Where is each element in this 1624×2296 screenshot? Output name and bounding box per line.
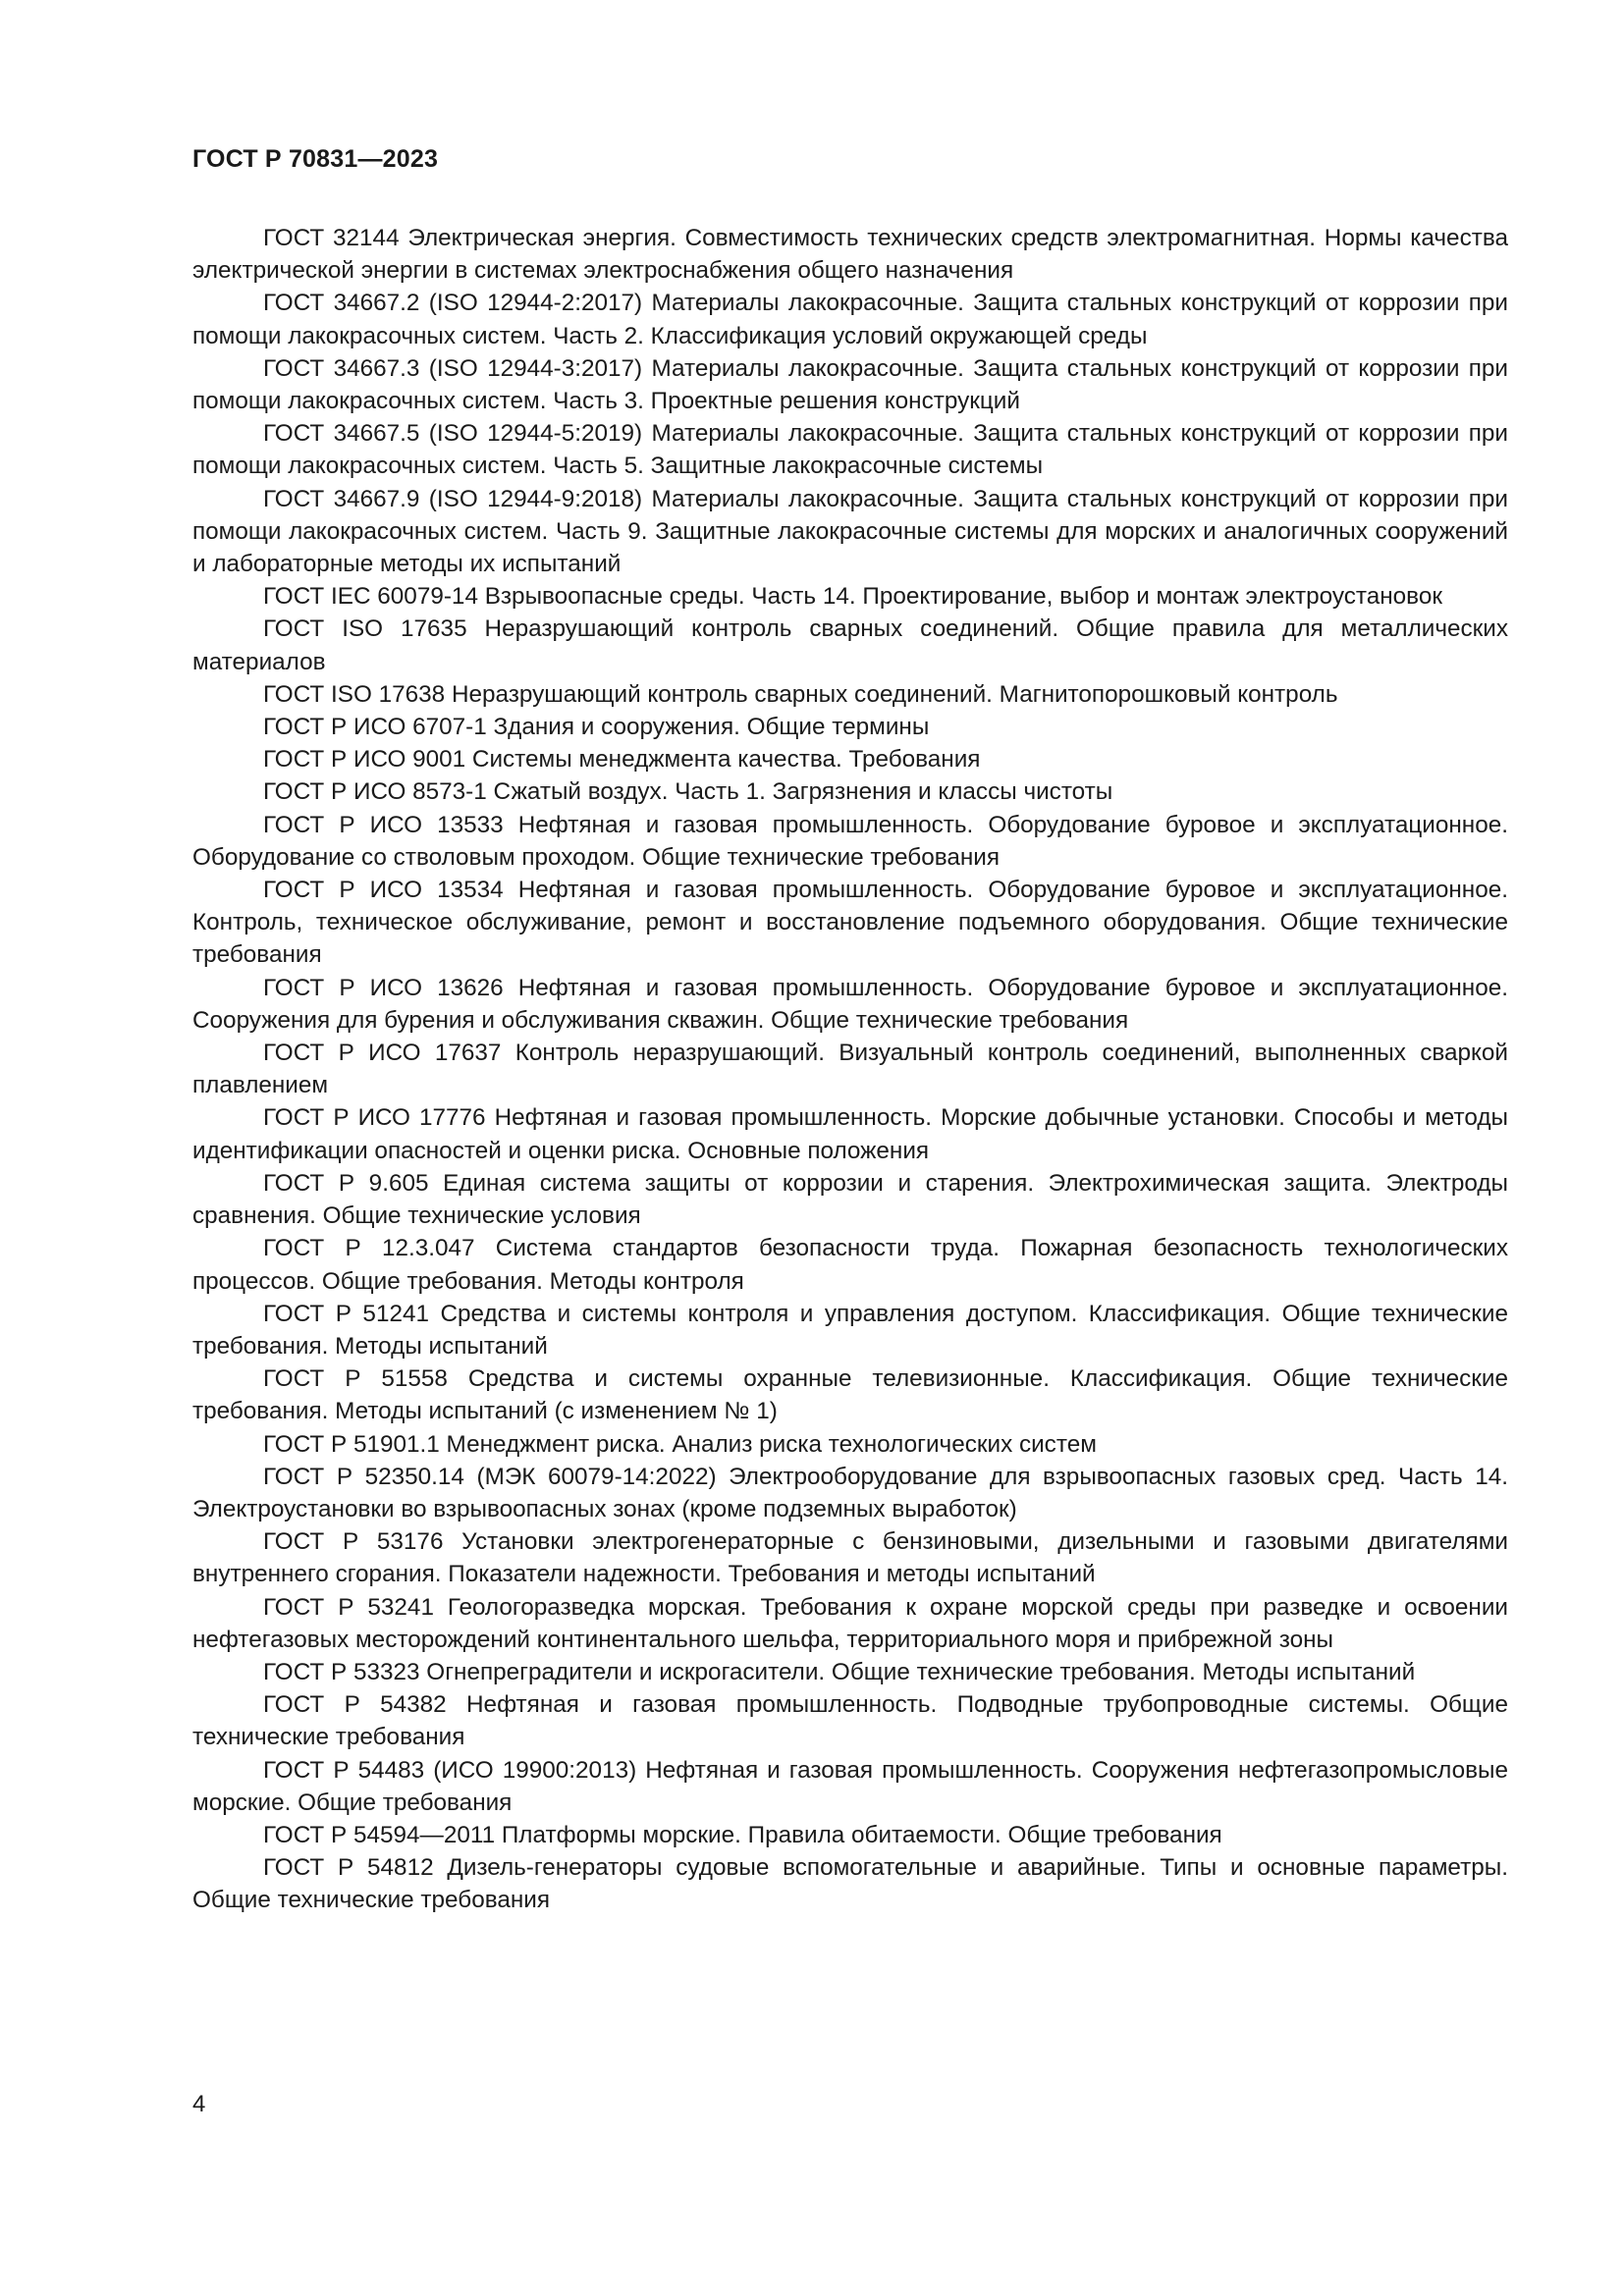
reference-item: ГОСТ Р 54382 Нефтяная и газовая промышленность. Подводные трубопроводные системы. Общие технические требования <box>192 1691 1508 1751</box>
reference-item: ГОСТ 34667.5 (ISO 12944-5:2019) Материалы лакокрасочные. Защита стальных конструкций от коррозии при помощи лакокрасочных систем. Часть 5. Защитные лакокрасочные системы <box>192 420 1508 480</box>
normative-references-list <box>192 222 1508 1917</box>
reference-item: ГОСТ Р 51241 Средства и системы контроля и управления доступом. Классификация. Общие технические требования. Методы испытаний <box>192 1300 1508 1360</box>
reference-item: ГОСТ Р 12.3.047 Система стандартов безопасности труда. Пожарная безопасность технологических процессов. Общие требования. Методы контроля <box>192 1235 1508 1295</box>
reference-item: ГОСТ 32144 Электрическая энергия. Совместимость технических средств электромагнитная. Нормы качества электрической энергии в системах электроснабжения общего назначения <box>192 225 1508 285</box>
reference-item: ГОСТ Р 9.605 Единая система защиты от коррозии и старения. Электрохимическая защита. Электроды сравнения. Общие технические условия <box>192 1169 1508 1230</box>
reference-item: ГОСТ Р 51558 Средства и системы охранные телевизионные. Классификация. Общие технические требования. Методы испытаний (с изменением № 1) <box>192 1365 1508 1425</box>
reference-item: ГОСТ Р 53241 Геологоразведка морская. Требования к охране морской среды при разведке и освоении нефтегазовых месторождений континентального шельфа, территориального моря и прибрежной зоны <box>192 1593 1508 1653</box>
reference-item: ГОСТ Р ИСО 13533 Нефтяная и газовая промышленность. Оборудование буровое и эксплуатационное. Оборудование со стволовым проходом. Общие технические требования <box>192 811 1508 871</box>
reference-item: ГОСТ Р ИСО 13534 Нефтяная и газовая промышленность. Оборудование буровое и эксплуатационное. Контроль, техническое обслуживание, ремонт и восстановление подъемного оборудования. Общие технические требования <box>192 877 1508 969</box>
reference-item: ГОСТ ISO 17635 Неразрушающий контроль сварных соединений. Общие правила для металлических материалов <box>192 615 1508 675</box>
reference-item: ГОСТ 34667.3 (ISO 12944-3:2017) Материалы лакокрасочные. Защита стальных конструкций от коррозии при помощи лакокрасочных систем. Часть 3. Проектные решения конструкций <box>192 354 1508 415</box>
reference-item: ГОСТ Р ИСО 8573-1 Сжатый воздух. Часть 1. Загрязнения и классы чистоты <box>263 778 1113 806</box>
reference-item: ГОСТ Р ИСО 17637 Контроль неразрушающий. Визуальный контроль соединений, выполненных сваркой плавлением <box>192 1040 1508 1099</box>
reference-item: ГОСТ Р ИСО 6707-1 Здания и сооружения. Общие термины <box>263 714 930 741</box>
reference-item: ГОСТ IEC 60079-14 Взрывоопасные среды. Часть 14. Проектирование, выбор и монтаж электроустановок <box>263 583 1442 611</box>
reference-item: ГОСТ Р 54812 Дизель-генераторы судовые вспомогательные и аварийные. Типы и основные параметры. Общие технические требования <box>192 1854 1508 1914</box>
reference-item: ГОСТ Р ИСО 13626 Нефтяная и газовая промышленность. Оборудование буровое и эксплуатационное. Сооружения для бурения и обслуживания скважин. Общие технические требования <box>192 974 1508 1034</box>
reference-item: ГОСТ 34667.9 (ISO 12944-9:2018) Материалы лакокрасочные. Защита стальных конструкций от коррозии при помощи лакокрасочных систем. Часть 9. Защитные лакокрасочные системы для морских и аналогичных сооружений и лабораторные методы их испытаний <box>192 485 1508 578</box>
reference-item: ГОСТ Р 53176 Установки электрогенераторные с бензиновыми, дизельными и газовыми двигателями внутреннего сгорания. Показатели надежности. Требования и методы испытаний <box>192 1528 1508 1588</box>
reference-item: ГОСТ Р ИСО 9001 Системы менеджмента качества. Требования <box>263 746 981 774</box>
reference-item: ГОСТ Р ИСО 17776 Нефтяная и газовая промышленность. Морские добычные установки. Способы и методы идентификации опасностей и оценки риска. Основные положения <box>192 1104 1508 1164</box>
reference-item: ГОСТ Р 51901.1 Менеджмент риска. Анализ риска технологических систем <box>263 1430 1097 1458</box>
document-designation: ГОСТ Р 70831—2023 <box>192 145 439 173</box>
page-number: 4 <box>192 2091 206 2117</box>
reference-item: ГОСТ Р 54483 (ИСО 19900:2013) Нефтяная и газовая промышленность. Сооружения нефтегазопромысловые морские. Общие требования <box>192 1756 1508 1816</box>
reference-item: ГОСТ 34667.2 (ISO 12944-2:2017) Материалы лакокрасочные. Защита стальных конструкций от коррозии при помощи лакокрасочных систем. Часть 2. Классификация условий окружающей среды <box>192 290 1508 349</box>
reference-item: ГОСТ Р 53323 Огнепреградители и искрогасители. Общие технические требования. Методы испытаний <box>263 1658 1416 1685</box>
reference-item: ГОСТ Р 54594—2011 Платформы морские. Правила обитаемости. Общие требования <box>263 1821 1222 1848</box>
reference-item: ГОСТ ISO 17638 Неразрушающий контроль сварных соединений. Магнитопорошковый контроль <box>263 680 1338 708</box>
reference-item: ГОСТ Р 52350.14 (МЭК 60079-14:2022) Электрооборудование для взрывоопасных газовых сред. Часть 14. Электроустановки во взрывоопасных зонах (кроме подземных выработок) <box>192 1463 1508 1522</box>
